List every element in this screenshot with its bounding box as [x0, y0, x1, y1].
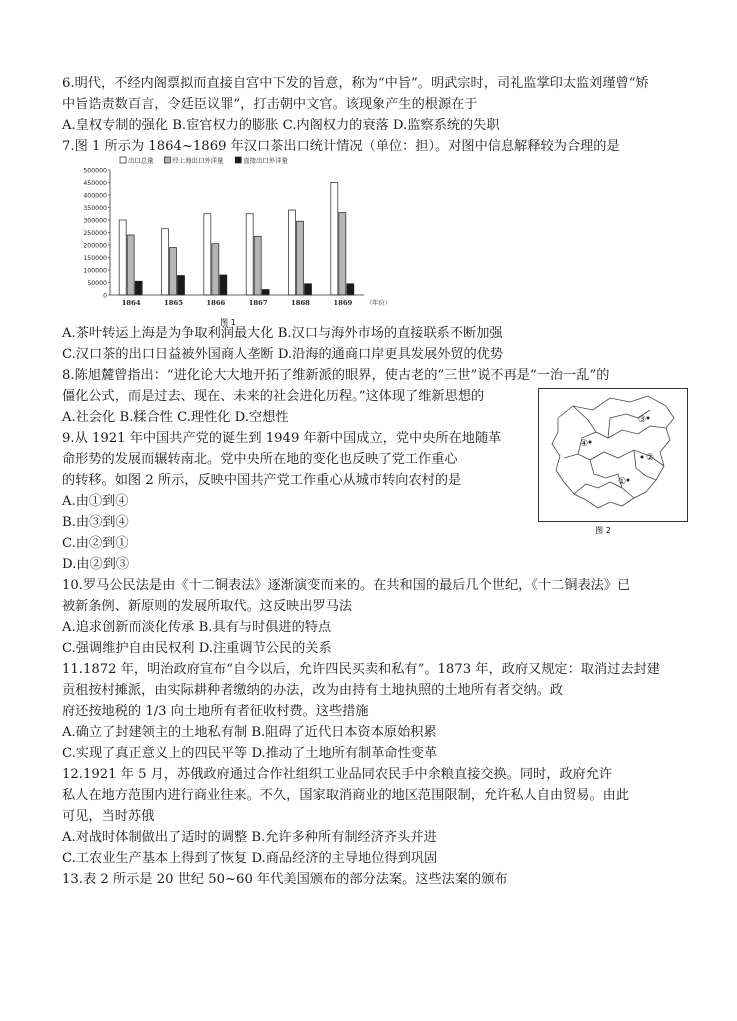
x-tick-label-1867: 1867 [248, 299, 268, 307]
q7-options-line2: C.汉口茶的出口日益被外国商人垄断 D.沿海的通商口岸更具发展外贸的优势 [62, 347, 504, 362]
q9-stem-line1: 9.从 1921 年中国共产党的诞生到 1949 年新中国成立，党中央所在地随革 [62, 431, 502, 446]
q10-stem-line2: 被新条例、新原则的发展所取代。这反映出罗马法 [62, 599, 353, 614]
y-tick-label: 450000 [83, 179, 107, 187]
legend-label-0: 出口总量 [128, 156, 154, 165]
q11-options-line2: C.实现了真正意义上的四民平等 D.推动了土地所有制革命性变革 [62, 746, 438, 761]
q11-stem-line2: 贡租按村摊派，由实际耕种者缴纳的办法，改为由持有土地执照的土地所有者交纳。政 [62, 683, 564, 698]
y-tick-label: 300000 [83, 217, 107, 225]
map-marker-4: ④ [579, 439, 589, 449]
q8-stem-line2: 僵化公式，而是过去、现在、未来的社会进化历程。”这体现了维新思想的 [62, 389, 485, 404]
q13-stem-line1: 13.表 2 所示是 20 世纪 50~60 年代美国颁布的部分法案。这些法案的颁布 [62, 872, 508, 887]
bar-出口总量-1867 [246, 214, 253, 295]
map-dot-3 [647, 417, 650, 420]
legend-label-2: 直接出口外洋量 [243, 156, 288, 165]
legend-label-1: 经上海出口外洋量 [172, 156, 224, 165]
q9-option-c: C.由②到① [62, 536, 129, 551]
legend-swatch-2 [235, 157, 241, 163]
x-tick-label-1869: 1869 [333, 299, 353, 307]
map-dot-4 [589, 441, 592, 444]
q12-options-line2: C.工农业生产基本上得到了恢复 D.商品经济的主导地位得到巩固 [62, 851, 438, 866]
q9-option-b: B.由③到④ [62, 515, 129, 530]
q9-stem-line3: 的转移。如图 2 所示，反映中国共产党工作重心从城市转向农村的是 [62, 473, 462, 488]
bar-直接出口外洋量-1864 [135, 281, 142, 295]
map-marker-2: ② [645, 453, 655, 463]
q10-stem-line1: 10.罗马公民法是由《十二铜表法》逐渐演变而来的。在共和国的最后几个世纪，《十二铜表法》已 [62, 578, 631, 593]
chart-x-axis [110, 295, 391, 307]
y-tick-label: 400000 [83, 192, 107, 200]
map-frame [539, 389, 688, 522]
x-tick-label-1866: 1866 [206, 299, 226, 307]
y-tick-label: 50000 [87, 279, 107, 287]
bar-出口总量-1869 [331, 183, 338, 296]
bar-直接出口外洋量-1869 [347, 284, 354, 295]
bar-经上海出口外洋量-1865 [170, 248, 177, 296]
q11-stem-line1: 11.1872 年，明治政府宣布“自今以后，允许四民买卖和私有”。1873 年，政府又规定：取消过去封建 [62, 662, 660, 677]
bar-chart-fig1 [70, 152, 400, 330]
q10-options-line1: A.追求创新而淡化传承 B.具有与时俱进的特点 [62, 620, 332, 635]
q10-options-line2: C.强调维护自由民权利 D.注重调节公民的关系 [62, 641, 332, 656]
y-tick-label: 500000 [83, 167, 107, 175]
bar-出口总量-1866 [204, 214, 211, 295]
legend-swatch-1 [164, 157, 170, 163]
y-tick-label: 0 [103, 292, 107, 300]
y-tick-label: 250000 [83, 229, 107, 237]
map-dot-2 [641, 456, 644, 459]
x-tick-label-1868: 1868 [291, 299, 310, 307]
bar-直接出口外洋量-1866 [220, 275, 227, 295]
bar-出口总量-1864 [119, 220, 126, 295]
bar-经上海出口外洋量-1868 [297, 221, 304, 295]
q9-option-a: A.由①到④ [62, 494, 129, 509]
q7-options-line1: A.茶叶转运上海是为争取利润最大化 B.汉口与海外市场的直接联系不断加强 [62, 326, 503, 341]
q11-stem-line3: 府还按地税的 1/3 向土地所有者征收村费。这些措施 [62, 704, 369, 719]
q6-stem-line1: 6.明代，不经内阁票拟而直接自宫中下发的旨意，称为“中旨”。明武宗时，司礼监掌印太监刘瑾曾“矫 [62, 76, 649, 91]
q12-options-line1: A.对战时体制做出了适时的调整 B.允许多种所有制经济齐头并进 [62, 830, 437, 845]
bar-直接出口外洋量-1865 [178, 276, 185, 296]
q8-stem-line1: 8.陈旭麓曾指出：“进化论大大地开拓了维新派的眼界，使古老的“三世”说不再是“一治一乱”的 [62, 368, 610, 383]
q9-stem-line2: 命形势的发展而辗转南北。党中央所在地的变化也反映了党工作重心 [62, 452, 458, 467]
map-fig2 [538, 388, 688, 536]
bar-经上海出口外洋量-1866 [212, 244, 219, 295]
chart-bars [119, 183, 354, 296]
chart-caption: 图 1 [220, 318, 236, 327]
x-tick-label-1864: 1864 [121, 299, 141, 307]
bar-出口总量-1868 [289, 210, 296, 295]
map-marker-1: ① [617, 477, 627, 487]
bar-直接出口外洋量-1867 [262, 290, 269, 296]
bar-经上海出口外洋量-1869 [339, 213, 346, 296]
q12-stem-line3: 可见，当时苏俄 [62, 809, 155, 824]
x-tick-label-1865: 1865 [164, 299, 183, 307]
map-dot-1 [627, 479, 630, 482]
y-tick-label: 350000 [83, 204, 107, 212]
q12-stem-line2: 私人在地方范围内进行商业往来。不久，国家取消商业的地区范围限制，允许私人自由贸易。由此 [62, 788, 630, 803]
q6-stem-line2: 中旨诰责数百言，令廷臣议罪”，打击朝中文官。该现象产生的根源在于 [62, 97, 478, 112]
map-caption: 图 2 [595, 526, 611, 535]
q11-options-line1: A.确立了封建领主的土地私有制 B.阻碍了近代日本资本原始积累 [62, 725, 437, 740]
legend-swatch-0 [120, 157, 126, 163]
chart-legend [120, 156, 289, 165]
bar-经上海出口外洋量-1864 [127, 235, 134, 295]
q7-stem: 7.图 1 所示为 1864~1869 年汉口茶出口统计情况（单位：担）。对图中信息解释较为合理的是 [62, 139, 620, 154]
q12-stem-line1: 12.1921 年 5 月，苏俄政府通过合作社组织工业品同农民手中余粮直接交换。同时，政府允许 [62, 767, 613, 782]
bar-经上海出口外洋量-1867 [254, 236, 261, 295]
y-tick-label: 200000 [83, 242, 107, 250]
map-marker-3: ③ [637, 415, 647, 425]
y-tick-label: 100000 [83, 267, 107, 275]
bar-出口总量-1865 [162, 229, 169, 295]
bar-直接出口外洋量-1868 [305, 284, 312, 295]
y-tick-label: 150000 [83, 254, 107, 262]
chart-y-axis [83, 167, 110, 299]
q9-option-d: D.由②到③ [62, 557, 130, 572]
q6-options: A.皇权专制的强化 B.宦官权力的膨胀 C.内阁权力的衰落 D.监察系统的失职 [62, 118, 500, 133]
x-axis-label: （年份） [366, 300, 391, 307]
q8-options: A.社会化 B.糅合性 C.理性化 D.空想性 [62, 410, 289, 425]
